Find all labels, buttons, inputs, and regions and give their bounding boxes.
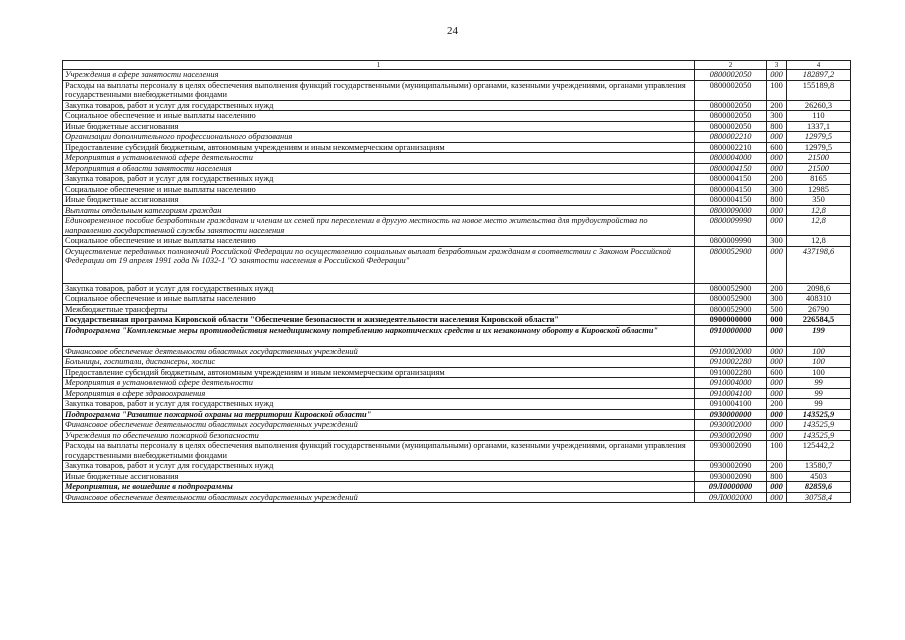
row-name-cell: Организации дополнительного профессионального образования — [63, 132, 695, 143]
table-row — [63, 216, 851, 236]
row-code-cell: 0800004150 — [695, 195, 767, 206]
row-type-cell: 000 — [767, 216, 787, 236]
row-name-cell: Мероприятия в области занятости населения — [63, 163, 695, 174]
row-type-cell: 200 — [767, 461, 787, 472]
row-amount-cell: 4503 — [787, 471, 851, 482]
row-amount-cell: 155189,8 — [787, 80, 851, 100]
row-name-cell: Государственная программа Кировской области "Обеспечение безопасности и жизнедеятельности населения Кировской области" — [63, 315, 695, 326]
row-name-cell: Финансовое обеспечение деятельности областных государственных учреждений — [63, 492, 695, 503]
row-code-cell: 0800009990 — [695, 216, 767, 236]
row-name-cell: Больницы, госпитали, диспансеры, хоспис — [63, 357, 695, 368]
row-name-cell: Предоставление субсидий бюджетным, автономным учреждениям и иным некоммерческим организациям — [63, 367, 695, 378]
row-name-cell: Учреждения по обеспечению пожарной безопасности — [63, 430, 695, 441]
row-amount-cell: 12,8 — [787, 205, 851, 216]
row-type-cell: 200 — [767, 399, 787, 410]
row-type-cell: 200 — [767, 283, 787, 294]
row-code-cell: 0930002090 — [695, 461, 767, 472]
table-row — [63, 294, 851, 305]
row-code-cell: 0800004000 — [695, 153, 767, 164]
row-code-cell: 0800002050 — [695, 70, 767, 81]
row-name-cell: Мероприятия в установленной сфере деятельности — [63, 378, 695, 389]
row-code-cell: 0800052900 — [695, 246, 767, 283]
row-amount-cell: 12979,5 — [787, 142, 851, 153]
row-type-cell: 000 — [767, 325, 787, 346]
table-row — [63, 236, 851, 247]
row-amount-cell: 99 — [787, 399, 851, 410]
row-amount-cell: 21500 — [787, 153, 851, 164]
row-name-cell: Закупка товаров, работ и услуг для государственных нужд — [63, 100, 695, 111]
row-name-cell: Закупка товаров, работ и услуг для государственных нужд — [63, 399, 695, 410]
row-amount-cell: 226584,5 — [787, 315, 851, 326]
row-code-cell: 0910004100 — [695, 388, 767, 399]
row-amount-cell: 12985 — [787, 184, 851, 195]
row-code-cell: 09Л0000000 — [695, 482, 767, 493]
row-name-cell: Подпрограмма "Развитие пожарной охраны на территории Кировской области" — [63, 409, 695, 420]
row-name-cell: Учреждения в сфере занятости населения — [63, 70, 695, 81]
row-name-cell: Иные бюджетные ассигнования — [63, 195, 695, 206]
row-code-cell: 0800002050 — [695, 111, 767, 122]
table-row — [63, 283, 851, 294]
table-row — [63, 121, 851, 132]
row-name-cell: Единовременное пособие безработным гражданам и членам их семей при переселении в другую местность на новое место жительства для трудоустройства по направлению государственной службы занятости населения — [63, 216, 695, 236]
row-name-cell: Выплаты отдельным категориям граждан — [63, 205, 695, 216]
row-type-cell: 000 — [767, 430, 787, 441]
row-name-cell: Мероприятия, не вошедшие в подпрограммы — [63, 482, 695, 493]
row-type-cell: 000 — [767, 420, 787, 431]
row-amount-cell: 99 — [787, 388, 851, 399]
row-amount-cell: 408310 — [787, 294, 851, 305]
row-code-cell: 0800052900 — [695, 294, 767, 305]
table-row — [63, 70, 851, 81]
row-amount-cell: 100 — [787, 357, 851, 368]
row-amount-cell: 26790 — [787, 304, 851, 315]
row-type-cell: 000 — [767, 153, 787, 164]
row-amount-cell: 99 — [787, 378, 851, 389]
row-code-cell: 0910002000 — [695, 346, 767, 357]
row-amount-cell: 199 — [787, 325, 851, 346]
column-header-type: 3 — [767, 61, 787, 70]
row-type-cell: 000 — [767, 388, 787, 399]
row-type-cell: 200 — [767, 100, 787, 111]
table-row — [63, 420, 851, 431]
header-row — [63, 61, 851, 70]
row-name-cell: Закупка товаров, работ и услуг для государственных нужд — [63, 283, 695, 294]
row-type-cell: 000 — [767, 246, 787, 283]
row-code-cell: 0800002050 — [695, 80, 767, 100]
row-amount-cell: 12,8 — [787, 216, 851, 236]
row-name-cell: Иные бюджетные ассигнования — [63, 471, 695, 482]
row-code-cell: 0800052900 — [695, 283, 767, 294]
row-name-cell: Межбюджетные трансферты — [63, 304, 695, 315]
row-type-cell: 000 — [767, 378, 787, 389]
row-name-cell: Расходы на выплаты персоналу в целях обеспечения выполнения функций государственными (муниципальными) органами, казенными учреждениями, органами управления государственными внебюджетными фондами — [63, 80, 695, 100]
row-name-cell: Социальное обеспечение и иные выплаты населению — [63, 294, 695, 305]
row-amount-cell: 143525,9 — [787, 409, 851, 420]
row-amount-cell: 182897,2 — [787, 70, 851, 81]
row-amount-cell: 100 — [787, 367, 851, 378]
table-row — [63, 142, 851, 153]
row-type-cell: 800 — [767, 121, 787, 132]
table-row — [63, 132, 851, 143]
row-amount-cell: 12979,5 — [787, 132, 851, 143]
row-code-cell: 0800002210 — [695, 132, 767, 143]
row-type-cell: 800 — [767, 195, 787, 206]
row-type-cell: 300 — [767, 294, 787, 305]
row-amount-cell: 26260,3 — [787, 100, 851, 111]
table-row — [63, 492, 851, 503]
row-amount-cell: 12,8 — [787, 236, 851, 247]
row-name-cell: Расходы на выплаты персоналу в целях обеспечения выполнения функций государственными (муниципальными) органами, казенными учреждениями, органами управления государственными внебюджетными фондами — [63, 441, 695, 461]
row-type-cell: 100 — [767, 80, 787, 100]
row-amount-cell: 21500 — [787, 163, 851, 174]
table-row — [63, 409, 851, 420]
row-type-cell: 300 — [767, 111, 787, 122]
row-code-cell: 0800002050 — [695, 100, 767, 111]
row-type-cell: 100 — [767, 441, 787, 461]
table-row — [63, 430, 851, 441]
row-type-cell: 000 — [767, 205, 787, 216]
row-code-cell: 0930002000 — [695, 420, 767, 431]
row-type-cell: 300 — [767, 236, 787, 247]
row-code-cell: 0800009000 — [695, 205, 767, 216]
row-name-cell: Социальное обеспечение и иные выплаты населению — [63, 184, 695, 195]
table-row — [63, 367, 851, 378]
table-row — [63, 184, 851, 195]
row-code-cell: 0800002050 — [695, 121, 767, 132]
row-code-cell: 0910002280 — [695, 367, 767, 378]
row-name-cell: Социальное обеспечение и иные выплаты населению — [63, 236, 695, 247]
row-code-cell: 0910004000 — [695, 378, 767, 389]
row-type-cell: 000 — [767, 357, 787, 368]
row-amount-cell: 350 — [787, 195, 851, 206]
row-amount-cell: 30758,4 — [787, 492, 851, 503]
row-code-cell: 0910004100 — [695, 399, 767, 410]
row-type-cell: 500 — [767, 304, 787, 315]
table-row — [63, 325, 851, 346]
table-row — [63, 471, 851, 482]
row-amount-cell: 1337,1 — [787, 121, 851, 132]
row-amount-cell: 125442,2 — [787, 441, 851, 461]
row-code-cell: 0800004150 — [695, 184, 767, 195]
row-type-cell: 000 — [767, 315, 787, 326]
table-row — [63, 461, 851, 472]
row-code-cell: 0930002090 — [695, 441, 767, 461]
row-name-cell: Закупка товаров, работ и услуг для государственных нужд — [63, 174, 695, 185]
row-amount-cell: 82859,6 — [787, 482, 851, 493]
row-type-cell: 600 — [767, 142, 787, 153]
column-header-code: 2 — [695, 61, 767, 70]
row-name-cell: Иные бюджетные ассигнования — [63, 121, 695, 132]
row-code-cell: 0800004150 — [695, 174, 767, 185]
row-code-cell: 0910002280 — [695, 357, 767, 368]
row-amount-cell: 437198,6 — [787, 246, 851, 283]
table-row — [63, 111, 851, 122]
table-row — [63, 315, 851, 326]
column-header-amount: 4 — [787, 61, 851, 70]
row-type-cell: 300 — [767, 184, 787, 195]
row-amount-cell: 143525,9 — [787, 430, 851, 441]
row-name-cell: Финансовое обеспечение деятельности областных государственных учреждений — [63, 346, 695, 357]
table-row — [63, 378, 851, 389]
table-row — [63, 100, 851, 111]
row-amount-cell: 8165 — [787, 174, 851, 185]
row-code-cell: 0930002090 — [695, 471, 767, 482]
row-amount-cell: 110 — [787, 111, 851, 122]
row-amount-cell: 13580,7 — [787, 461, 851, 472]
table-row — [63, 205, 851, 216]
table-row — [63, 441, 851, 461]
column-header-name: 1 — [63, 61, 695, 70]
row-code-cell: 0900000000 — [695, 315, 767, 326]
table-row — [63, 195, 851, 206]
table-row — [63, 346, 851, 357]
row-type-cell: 000 — [767, 132, 787, 143]
row-type-cell: 000 — [767, 482, 787, 493]
row-amount-cell: 143525,9 — [787, 420, 851, 431]
row-type-cell: 800 — [767, 471, 787, 482]
row-type-cell: 000 — [767, 346, 787, 357]
table-row — [63, 304, 851, 315]
row-type-cell: 200 — [767, 174, 787, 185]
row-type-cell: 000 — [767, 409, 787, 420]
budget-table — [62, 60, 851, 503]
table-row — [63, 163, 851, 174]
table-row — [63, 399, 851, 410]
table-row — [63, 246, 851, 283]
row-type-cell: 600 — [767, 367, 787, 378]
row-name-cell: Осуществление переданных полномочий Российской Федерации по осуществлению социальных выплат безработным гражданам в соответствии с Законом Российской Федерации от 19 апреля 1991 года № 1032-1 "О занятости населения в Российской Федерации" — [63, 246, 695, 283]
row-code-cell: 09Л0002000 — [695, 492, 767, 503]
row-type-cell: 000 — [767, 70, 787, 81]
table-row — [63, 482, 851, 493]
row-name-cell: Предоставление субсидий бюджетным, автономным учреждениям и иным некоммерческим организациям — [63, 142, 695, 153]
row-type-cell: 000 — [767, 163, 787, 174]
page-number: 24 — [447, 25, 458, 37]
table-row — [63, 80, 851, 100]
table-row — [63, 153, 851, 164]
table-row — [63, 357, 851, 368]
row-name-cell: Мероприятия в установленной сфере деятельности — [63, 153, 695, 164]
row-code-cell: 0930002090 — [695, 430, 767, 441]
row-amount-cell: 2098,6 — [787, 283, 851, 294]
table-row — [63, 388, 851, 399]
row-code-cell: 0800004150 — [695, 163, 767, 174]
row-code-cell: 0800009990 — [695, 236, 767, 247]
row-name-cell: Социальное обеспечение и иные выплаты населению — [63, 111, 695, 122]
row-code-cell: 0800002210 — [695, 142, 767, 153]
row-type-cell: 000 — [767, 492, 787, 503]
row-code-cell: 0930000000 — [695, 409, 767, 420]
row-name-cell: Финансовое обеспечение деятельности областных государственных учреждений — [63, 420, 695, 431]
row-code-cell: 0800052900 — [695, 304, 767, 315]
row-name-cell: Мероприятия в сфере здравоохранения — [63, 388, 695, 399]
row-name-cell: Закупка товаров, работ и услуг для государственных нужд — [63, 461, 695, 472]
row-name-cell: Подпрограмма "Комплексные меры противодействия немедицинскому потреблению наркотических средств и их незаконному обороту в Кировской области" — [63, 325, 695, 346]
row-code-cell: 0910000000 — [695, 325, 767, 346]
table-row — [63, 174, 851, 185]
row-amount-cell: 100 — [787, 346, 851, 357]
